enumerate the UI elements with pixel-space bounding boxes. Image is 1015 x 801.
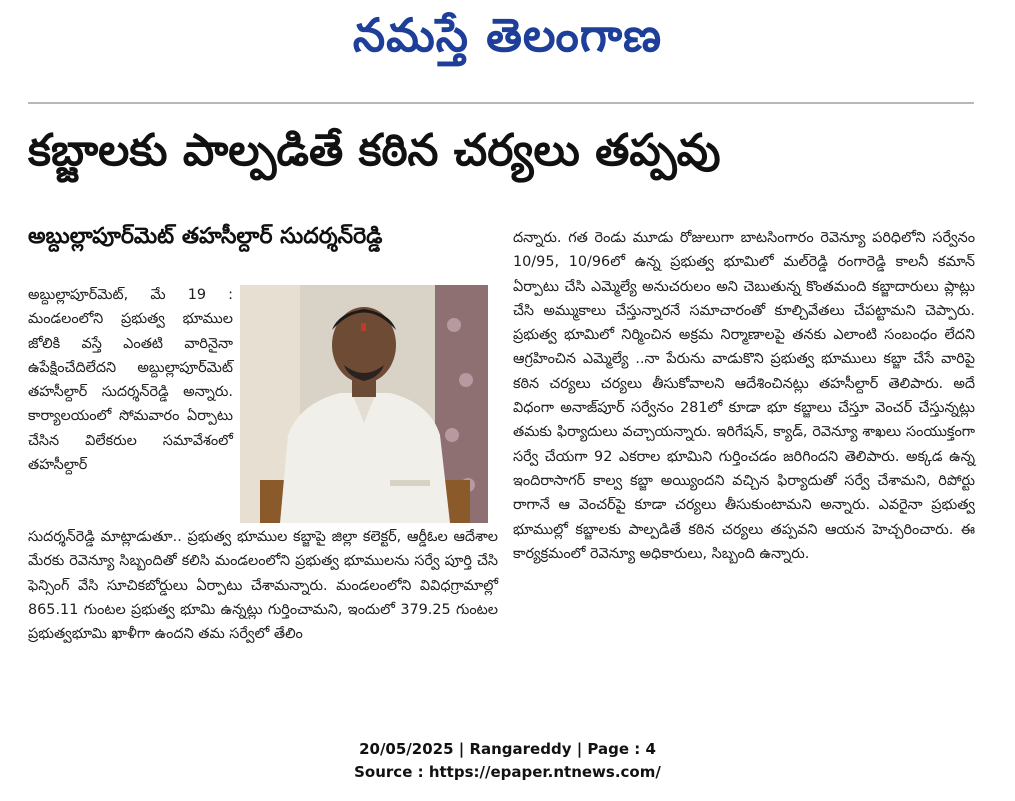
- footer-source-link[interactable]: Source : https://epaper.ntnews.com/: [354, 763, 661, 781]
- article-subheadline: అబ్దుల్లాపూర్‌మెట్ తహసీల్దార్ సుదర్శన్‌రెడ్డి: [28, 224, 383, 249]
- article-column-left-top: [28, 283, 233, 477]
- article-text-left-bottom: సుదర్శన్‌రెడ్డి మాట్లాడుతూ.. ప్రభుత్వ భూముల కబ్జాపై జిల్లా కలెక్టర్, ఆర్డీఓల ఆదేశాల మేరకు రెవెన్యూ సిబ్బందితో కలిసి మండలంలోని ప్రభుత్వ భూములను సర్వే పూర్తి చేసి ఫెన్సింగ్ వేసి సూచికబోర్డులు ఏర్పాటు చేశామన్నారు. మండలంలోని వివిధగ్రామాల్లో 865.11 గుంటల ప్రభుత్వ భూమి ఉన్నట్లు గుర్తించామని, ఇందులో 379.25 గుంటల ప్రభుత్వభూమి ఖాళీగా ఉందని తమ సర్వేలో తేలిం: [28, 529, 498, 643]
- masthead-divider: [28, 102, 974, 104]
- article-text-right: దన్నారు. గత రెండు మూడు రోజులుగా బాటసింగారం రెవెన్యూ పరిధిలోని సర్వేనం 10/95, 10/96లో ఉన్న ప్రభుత్వ భూమిలో మల్‌రెడ్డి రంగారెడ్డి కాలనీ కమాన్ ఏర్పాటు చేసి ఎమ్మెల్యే అనుచరులం అని చెబుతున్న కొంతమంది కబ్జాదారులు ప్లాట్లు చేసి అమ్ముకాలు చేస్తున్నారనే సమాచారంతో కూల్చివేతలు చేపట్టామని చెప్పారు. ప్రభుత్వ భూమిలో నిర్మించిన అక్రమ నిర్మాణాలపై తనకు ఎలాంటి సంబంధం లేదని ఆగ్రహించిన ఎమ్మెల్యే ..నా పేరును వాడుకొని ప్రభుత్వ భూములు కబ్జా చేసే వారిపై కఠిన చర్యలు చర్యలు తీసుకోవాలని ఆదేశించినట్లు తహసీల్దార్ తెలిపారు. అదే విధంగా అనాజ్‌పూర్ సర్వేనం 281లో కూడా భూ కబ్జాలు చేస్తూ వెంచర్ చేస్తున్నట్లు తమకు ఫిర్యాదులు వచ్చాయన్నారు. ఇరిగేషన్, క్యాడ్, రెవెన్యూ శాఖలు సంయుక్తంగా సర్వే చేయగా 92 ఎకరాల భూమిని గుర్తించడం జరిగిందని తెలిపారు. అక్కడ ఉన్న ఇందిరాసాగర్ కాల్వ కబ్జా అయ్యిందని వచ్చిన ఫిర్యాదుతో సర్వే చేశామని, రిపోర్టు రాగానే ఆ వెంచర్‌పై కూడా చర్యలు తీసుకుంటామని అన్నారు. ఎవరైనా ప్రభుత్వ భూముల్లో కబ్జాలకు పాల్పడితే కఠిన చర్యలు తప్పవని ఆయన హెచ్చరించారు. ఈ కార్యక్రమంలో రెవెన్యూ అధికారులు, సిబ్బంది ఉన్నారు.: [513, 230, 975, 562]
- article-text-left-top: అబ్దుల్లాపూర్‌మెట్, మే 19 : మండలంలోని ప్రభుత్వ భూముల జోలికి వస్తే ఎంతటి వారినైనా ఉపేక్షించేదిలేదని అబ్దుల్లాపూర్‌మెట్ తహసీల్దార్ సుదర్శన్‌రెడ్డి అన్నారు. కార్యాలయంలో సోమవారం ఏర్పాటు చేసిన విలేకరుల సమావేశంలో తహసీల్దార్: [28, 287, 233, 474]
- article-headline: కబ్జాలకు పాల్పడితే కఠిన చర్యలు తప్పవు: [28, 125, 721, 176]
- footer-date-edition: 20/05/2025 | Rangareddy | Page : 4: [359, 740, 656, 758]
- person-portrait-image: [240, 285, 488, 523]
- article-column-right: [513, 226, 975, 566]
- article-column-left-bottom: [28, 525, 498, 646]
- newspaper-masthead: నమస్తే తెలంగాణ: [352, 8, 663, 62]
- official-photo: [240, 285, 488, 523]
